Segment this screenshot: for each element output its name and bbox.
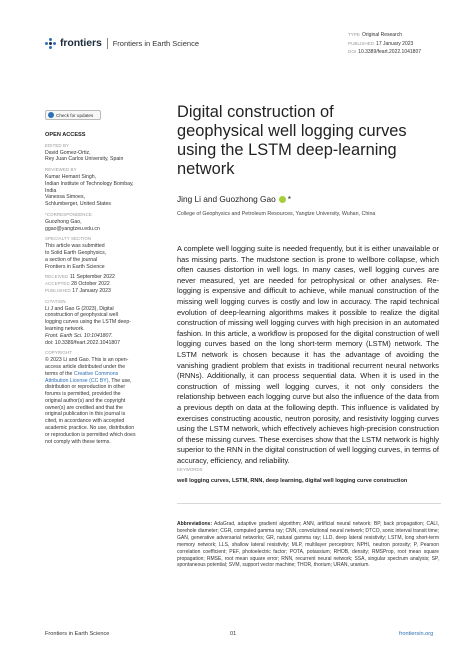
specialty-line: a section of the journal <box>45 256 98 263</box>
dates-block <box>45 274 155 294</box>
copyright-line: or reproduction is permitted which does <box>45 431 136 438</box>
sidebar <box>45 132 155 449</box>
check-for-updates-button[interactable] <box>45 110 101 120</box>
reviewed-by-line: Indian Institute of Technology Bombay, <box>45 180 134 187</box>
specialty-line: to Solid Earth Geophysics, <box>45 249 107 256</box>
page-number: 01 <box>230 631 237 637</box>
copyright-line: . The use, <box>108 377 132 384</box>
edited-by-label: EDITED BY <box>45 142 70 148</box>
correspondence-label: *CORRESPONDENCE <box>45 211 92 217</box>
edited-by-line: Rey Juan Carlos University, Spain <box>45 156 124 163</box>
orcid-icon[interactable] <box>279 196 286 203</box>
citation-line: Front. Earth Sci. 10:1041807. <box>45 332 113 339</box>
article-meta <box>348 31 421 57</box>
footer-journal: Frontiers in Earth Science <box>45 631 110 637</box>
type-label: TYPE <box>348 32 360 37</box>
copyright-line: owner(s) are credited and that the <box>45 404 123 411</box>
reviewed-by-line: Vanessa Simoes, <box>45 194 85 201</box>
logo-divider <box>107 38 108 49</box>
open-access-label: OPEN ACCESS <box>45 132 86 138</box>
specialty-line: This article was submitted <box>45 243 105 250</box>
keywords: well logging curves, LSTM, RNN, deep learning, digital well logging curve construction <box>177 478 408 484</box>
journal-logo[interactable] <box>45 37 199 49</box>
published-value: 17 January 2023 <box>376 40 414 47</box>
copyright-line: academic practice. No use, distribution <box>45 425 135 432</box>
check-updates-label: Check for updates <box>56 112 94 118</box>
license-link-2[interactable]: Attribution License (CC BY) <box>45 377 109 384</box>
license-link[interactable]: Creative Commons <box>73 370 119 377</box>
received-date: 11 September 2022 <box>69 274 115 281</box>
reviewed-by-line: Schlumberger, United States <box>45 201 112 208</box>
title-line: network <box>177 160 235 178</box>
authors <box>177 194 291 204</box>
edited-by-line: David Gomez-Ortiz, <box>45 149 91 156</box>
copyright-line: forums is permitted, provided the <box>45 391 121 398</box>
abbreviations-text: AdaGrad, adaptive gradient algorithm; ANN, artificial neural network; BP, back propagation; CALI, borehole diameter; CGR, computed gamma ray; CNN, convolutional neural network; DTCO, sonic interval transit time; GAN, generative adversarial networks; GR, natural gamma ray; LLD, deep lateral resistivity; LSTM, long short-term memory network; LLS, shallow lateral resistivity; MLP, multilayer perceptron; NPHI, neutron porosity; P, Pearson correlation coefficient; PEF, photoelectric factor; POTA, potassium; RHOB, density; RMSProp, root mean square propagation; RMSE, root mean square error; RNN, recurrent neural network; SSA, singular spectrum analysis; SP, spontaneous potential; SVM, support vector machine; THOR, thorium; URAN, uranium. <box>177 521 439 569</box>
citation-label: CITATION <box>45 298 66 304</box>
type-value: Original Research <box>362 32 403 38</box>
correspondence-email[interactable]: ggao@yangtzeu.edu.cn <box>45 225 100 232</box>
published-label: PUBLISHED <box>348 40 375 46</box>
published-date: 17 January 2023 <box>72 287 111 294</box>
accepted-label: ACCEPTED <box>45 281 70 287</box>
copyright-line: original author(s) and the copyright <box>45 397 126 404</box>
abbreviations <box>177 521 439 569</box>
correspondence-block <box>45 212 155 232</box>
citation-line: Li J and Gao G (2023), Digital <box>45 305 114 312</box>
copyright-line: distribution or reproduction in other <box>45 384 126 391</box>
divider <box>177 503 441 504</box>
copyright-line: © 2023 Li and Gao. This is an open- <box>45 357 129 364</box>
copyright-label: COPYRIGHT <box>45 350 73 356</box>
citation-line: learning network. <box>45 325 85 332</box>
copyright-line: original publication in this journal is <box>45 411 126 418</box>
copyright-line: cited, in accordance with accepted <box>45 418 125 425</box>
copyright-line: access article distributed under the <box>45 363 126 370</box>
reviewed-by-label: REVIEWED BY <box>45 167 77 173</box>
journal-name: Frontiers in Earth Science <box>112 38 199 48</box>
author-mark: * <box>287 194 291 204</box>
citation-doi[interactable]: doi: 10.3389/feart.2022.1041807 <box>45 339 120 346</box>
article-title <box>177 103 442 179</box>
abstract: A complete well logging suite is needed frequently, but it is either unavailable or has missing parts. The mudstone section is prone to wellbore collapse, which often causes distortion in well logs. In many cases, well logging curves are never measured, yet are needed for petrophysical or other analyses. Re-logging is expensive and difficult to achieve, while manual construction of the missing well logging curves is costly and low in accuracy. The rapid technical evolution of deep-learning algorithms makes it possible to realize the digital construction of missing well logging curves with high precision in an automated fashion. In this article, a workflow is proposed for the digital construction of well logging curves based on the long short-term memory (LSTM) network. The LSTM network is chosen because it has the advantage of avoiding the vanishing gradient problem that exists in traditional recurrent neural networks (RNNs). Additionally, it can process sequential data. When it is used in the construction of missing well logging curves, it not only considers the relationship between each logging curve but also the influence of the data from a previous depth on data at the following depth. This influence is validated by exercises constructing acoustic, neutron porosity, and resistivity logging curves using the LSTM network, which effectively achieves high-precision construction of these missing curves. These exercises show that the LSTM network is highly superior to the RNN in the digital construction of well logging curves, in terms of accuracy, efficiency, and reliability. <box>177 244 439 465</box>
doi-value[interactable]: 10.3389/feart.2022.1041807 <box>358 49 422 55</box>
affiliation: College of Geophysics and Petroleum Resources, Yangtze University, Wuhan, China <box>177 211 376 217</box>
author-names[interactable]: Jing Li and Guozhong Gao <box>177 194 276 204</box>
doi-label: DOI <box>348 49 357 54</box>
specialty-label: SPECIALTY SECTION <box>45 236 92 242</box>
edited-by-block <box>45 143 155 163</box>
copyright-block <box>45 350 155 445</box>
update-icon <box>48 112 54 118</box>
reviewed-by-line: Kumar Hemant Singh, <box>45 173 97 180</box>
reviewed-by-line: India <box>45 187 57 194</box>
title-line: Digital construction of <box>177 103 334 121</box>
frontiers-logo-icon <box>45 38 56 49</box>
specialty-line: Frontiers in Earth Science <box>45 263 105 270</box>
copyright-line: not comply with these terms. <box>45 438 111 445</box>
copyright-line: terms of the <box>45 370 74 377</box>
specialty-block <box>45 236 155 270</box>
published-label: PUBLISHED <box>45 287 71 293</box>
brand-name: frontiers <box>60 37 102 49</box>
abbreviations-label: Abbreviations: <box>177 521 213 527</box>
received-label: RECEIVED <box>45 274 69 280</box>
citation-line: logging curves using the LSTM deep- <box>45 319 131 326</box>
title-line: using the LSTM deep-learning <box>177 141 397 159</box>
correspondence-name: Guozhong Gao, <box>45 218 82 225</box>
citation-block <box>45 299 155 347</box>
title-line: geophysical well logging curves <box>177 122 407 140</box>
keywords-label: KEYWORDS <box>177 467 203 472</box>
accepted-date: 28 October 2022 <box>71 281 110 288</box>
footer-site-link[interactable]: frontiersin.org <box>399 631 434 637</box>
reviewed-by-block <box>45 167 155 208</box>
citation-line: construction of geophysical well <box>45 312 118 319</box>
